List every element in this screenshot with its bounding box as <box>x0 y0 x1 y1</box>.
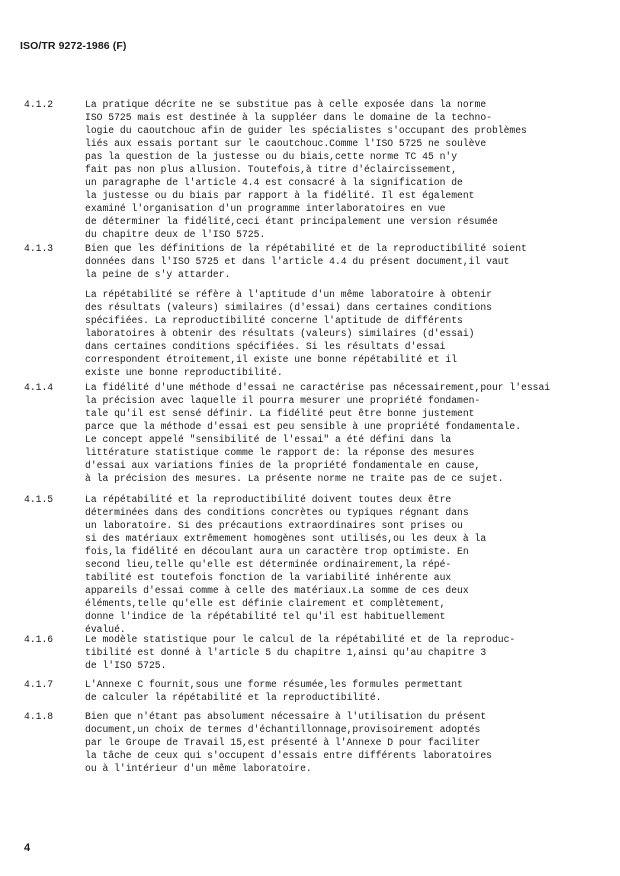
text-line: spécifiées. La reproductibilité concerne l'aptitude de différents <box>85 315 463 327</box>
text-line: document,un choix de termes d'échantillonnage,provisoirement adoptés <box>85 724 481 736</box>
text-line: la peine de s'y attarder. <box>85 269 231 281</box>
paragraph <box>85 710 492 775</box>
paragraph <box>85 288 492 379</box>
page-number: 4 <box>24 842 31 854</box>
text-line: appareils d'essai comme à celle des matériaux.La somme de ces deux <box>85 585 469 597</box>
text-line: la tâche de ceux qui s'occupent d'essais entre différents laboratoires <box>85 750 492 762</box>
text-line: la justesse ou du biais par rapport à la fidélité. Il est également <box>85 190 475 202</box>
section-number: 4.1.4 <box>24 382 54 393</box>
text-line: tale qu'il est sensé définir. La fidélité peut être bonne justement <box>85 408 475 420</box>
text-line: correspondent étroitement,il existe une bonne répétabilité et il <box>85 354 458 366</box>
text-line: si des matériaux extrêmement homogènes sont utilisés,ou les deux à la <box>85 533 487 545</box>
text-line: Le concept appelé "sensibilité de l'essai" a été défini dans la <box>85 434 452 446</box>
section-number: 4.1.6 <box>24 634 54 645</box>
text-line: logie du caoutchouc afin de guider les spécialistes s'occupant des problèmes <box>85 125 527 137</box>
paragraph <box>85 381 550 485</box>
text-line: à la précision des mesures. La présente norme ne traite pas de ce sujet. <box>85 473 504 485</box>
text-line: pas la question de la justesse ou du biais,cette norme TC 45 n'y <box>85 151 458 163</box>
text-line: liés aux essais portant sur le caoutchouc.Comme l'ISO 5725 ne soulève <box>85 138 487 150</box>
text-line: Bien que n'étant pas absolument nécessaire à l'utilisation du présent <box>85 711 487 722</box>
text-line: La fidélité d'une méthode d'essai ne caractérise pas nécessairement,pour l'essai <box>85 382 551 393</box>
paragraph <box>85 633 515 672</box>
paragraph <box>85 242 527 281</box>
text-line: dans certaines conditions spécifiées. Si les résultats d'essai <box>85 341 446 353</box>
text-line: littérature statistique comme le rapport de: la réponse des mesures <box>85 447 475 459</box>
document-header: ISO/TR 9272-1986 (F) <box>20 40 127 52</box>
text-line: existe une bonne reproductibilité. <box>85 367 283 379</box>
text-line: un laboratoire. Si des précautions extraordinaires sont prises ou <box>85 520 463 532</box>
text-line: examiné l'organisation d'un programme interlaboratoires en vue <box>85 203 446 215</box>
text-line: par le Groupe de Travail 15,est présenté à l'Annexe D pour faciliter <box>85 737 481 749</box>
text-line: ou à l'intérieur d'un même laboratoire. <box>85 763 312 775</box>
text-line: données dans l'ISO 5725 et dans l'article 4.4 du présent document,il vaut <box>85 256 510 268</box>
text-line: la précision avec laquelle il pourra mesurer une propriété fondamen- <box>85 395 481 407</box>
section-number: 4.1.8 <box>24 711 54 722</box>
text-line: du chapitre deux de l'ISO 5725. <box>85 229 266 241</box>
text-line: La répétabilité et la reproductibilité doivent toutes deux être <box>85 494 452 505</box>
text-line: second lieu,telle qu'elle est déterminée ordinairement,la répé- <box>85 559 452 571</box>
text-line: des résultats (valeurs) similaires (d'essai) dans certaines conditions <box>85 302 492 314</box>
paragraph <box>85 493 486 637</box>
text-line: tabilité est toutefois fonction de la variabilité inhérente aux <box>85 572 452 584</box>
text-line: d'essai aux variations finies de la propriété fondamentale en cause, <box>85 460 481 472</box>
text-line: laboratoires à obtenir des résultats (valeurs) similaires (d'essai) <box>85 328 475 340</box>
paragraph <box>85 98 527 242</box>
text-line: évalué. <box>85 624 126 636</box>
section-number: 4.1.3 <box>24 243 54 254</box>
text-line: de l'ISO 5725. <box>85 660 167 672</box>
text-line: un paragraphe de l'article 4.4 est consacré à la signification de <box>85 177 463 189</box>
text-line: ISO 5725 mais est destinée à la suppléer dans le domaine de la techno- <box>85 112 492 124</box>
section-number: 4.1.2 <box>24 99 54 110</box>
text-line: fois,la fidélité en découlant aura un caractère trop optimiste. En <box>85 546 469 558</box>
text-line: déterminées dans des conditions concrètes ou typiques régnant dans <box>85 507 469 519</box>
text-line: La pratique décrite ne se substitue pas à celle exposée dans la norme <box>85 99 487 110</box>
section-number: 4.1.7 <box>24 679 54 690</box>
text-line: de calculer la répétabilité et la reproductibilité. <box>85 692 382 704</box>
text-line: fait pas non plus allusion. Toutefois,à titre d'éclaircissement, <box>85 164 458 176</box>
text-line: Bien que les définitions de la répétabilité et de la reproductibilité soient <box>85 243 527 254</box>
section-number: 4.1.5 <box>24 494 54 505</box>
text-line: de déterminer la fidélité,ceci étant principalement une version résumée <box>85 216 498 228</box>
text-line: Le modèle statistique pour le calcul de la répétabilité et de la reproduc- <box>85 634 516 645</box>
text-line: L'Annexe C fournit,sous une forme résumée,les formules permettant <box>85 679 463 690</box>
text-line: tibilité est donné à l'article 5 du chapitre 1,ainsi qu'au chapitre 3 <box>85 647 487 659</box>
text-line: parce que la méthode d'essai est peu sensible à une propriété fondamentale. <box>85 421 522 433</box>
paragraph <box>85 678 463 704</box>
text-line: La répétabilité se réfère à l'aptitude d'un même laboratoire à obtenir <box>85 289 492 300</box>
text-line: donne l'indice de la répétabilité tel qu'il est habituellement <box>85 611 446 623</box>
text-line: éléments,telle qu'elle est définie clairement et complètement, <box>85 598 446 610</box>
